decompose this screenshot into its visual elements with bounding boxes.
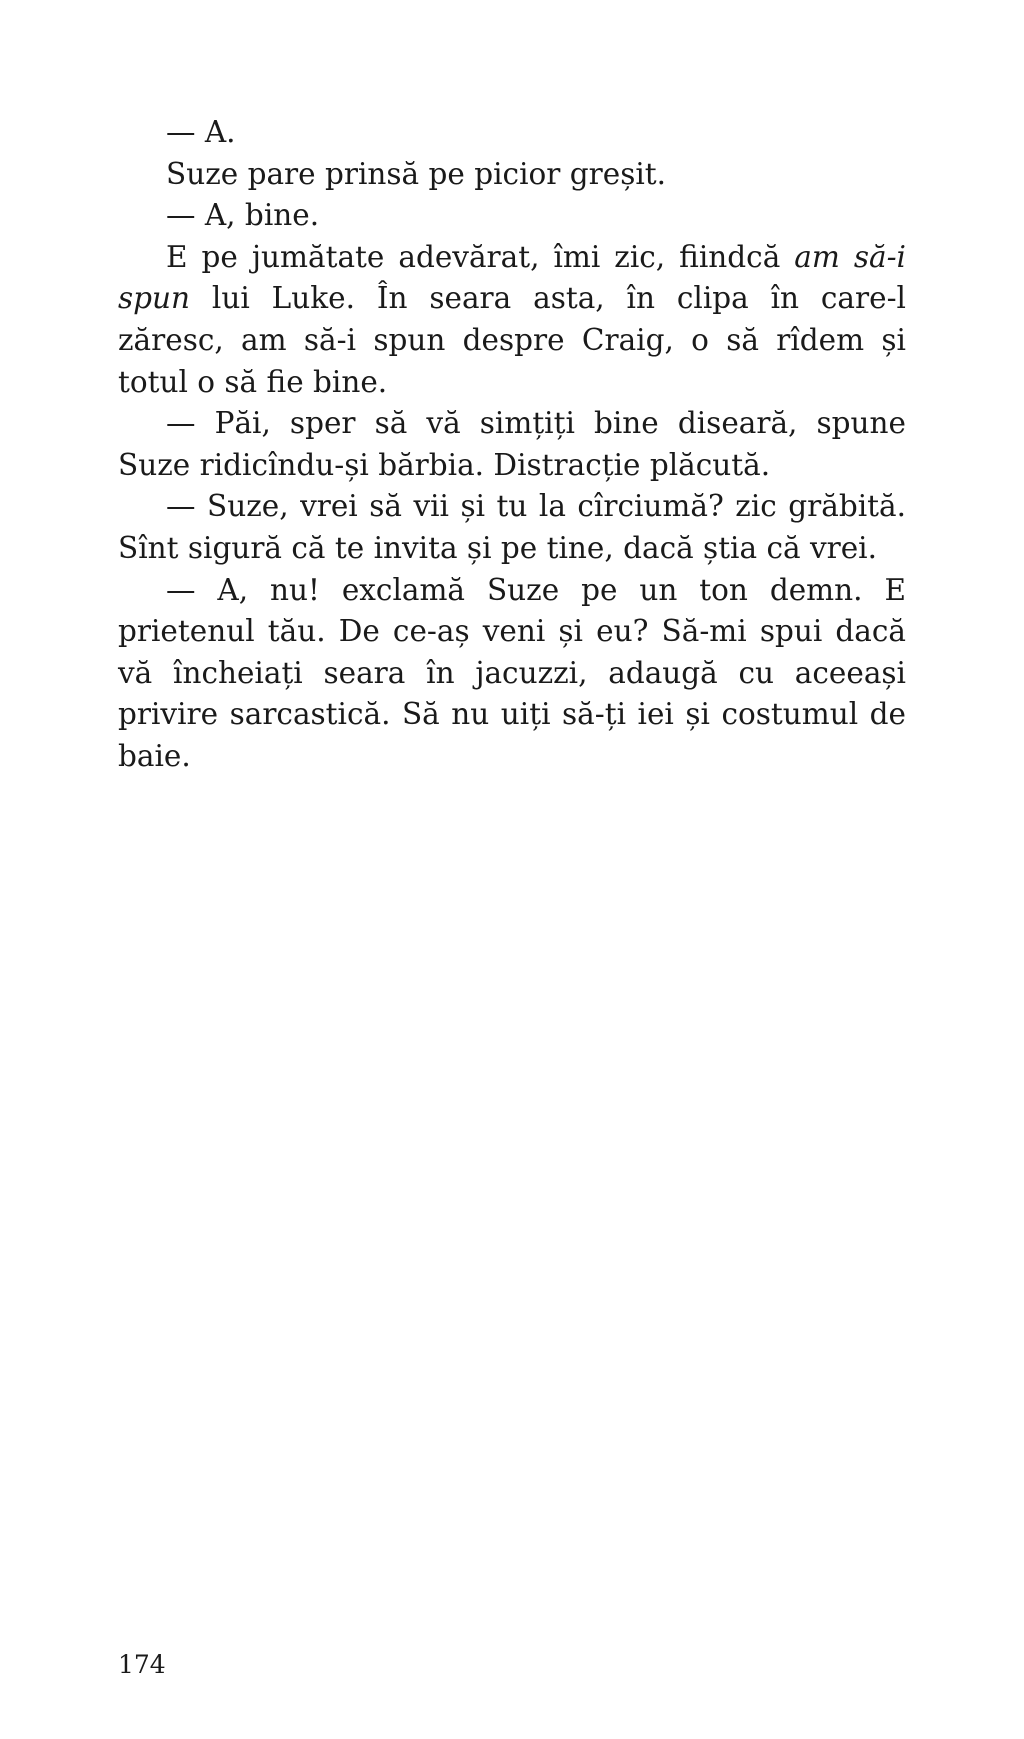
text-segment: — A, nu! exclamă Suze pe un ton demn. E prietenul tău. De ce-aș veni și eu? Să-mi spui dacă vă încheiați seara în jacuzzi, adaugă cu aceeași privire sarcastică. Să nu uiți să-ți iei și costumul de baie. [118,572,906,773]
text-segment: — A. [166,115,236,149]
page-number: 174 [118,1650,166,1679]
text-segment: — Păi, sper să vă simțiți bine diseară, spune Suze ridicîndu-și bărbia. Distracție plăcută. [118,406,906,482]
text-segment: Suze pare prinsă pe picior greșit. [166,156,667,191]
italic-text-segment: am să-i spun [118,239,906,316]
body-text [118,112,906,778]
paragraph [118,195,906,237]
text-segment: — Suze, vrei să vii și tu la cîrciumă? zic grăbită. Sînt sigură că te invita și pe tine, dacă știa că vrei. [118,489,906,565]
paragraph [118,403,906,486]
paragraph [118,486,906,569]
text-segment: — A, bine. [166,198,320,233]
paragraph [118,112,906,154]
paragraph [118,570,906,778]
paragraph [118,237,906,403]
text-segment: lui Luke. În seara asta, în clipa în care-l zăresc, am să-i spun despre Craig, o să rîdem și totul o să fie bine. [118,281,906,399]
text-segment: E pe jumătate adevărat, îmi zic, fiindcă [166,239,795,274]
paragraph [118,154,906,196]
